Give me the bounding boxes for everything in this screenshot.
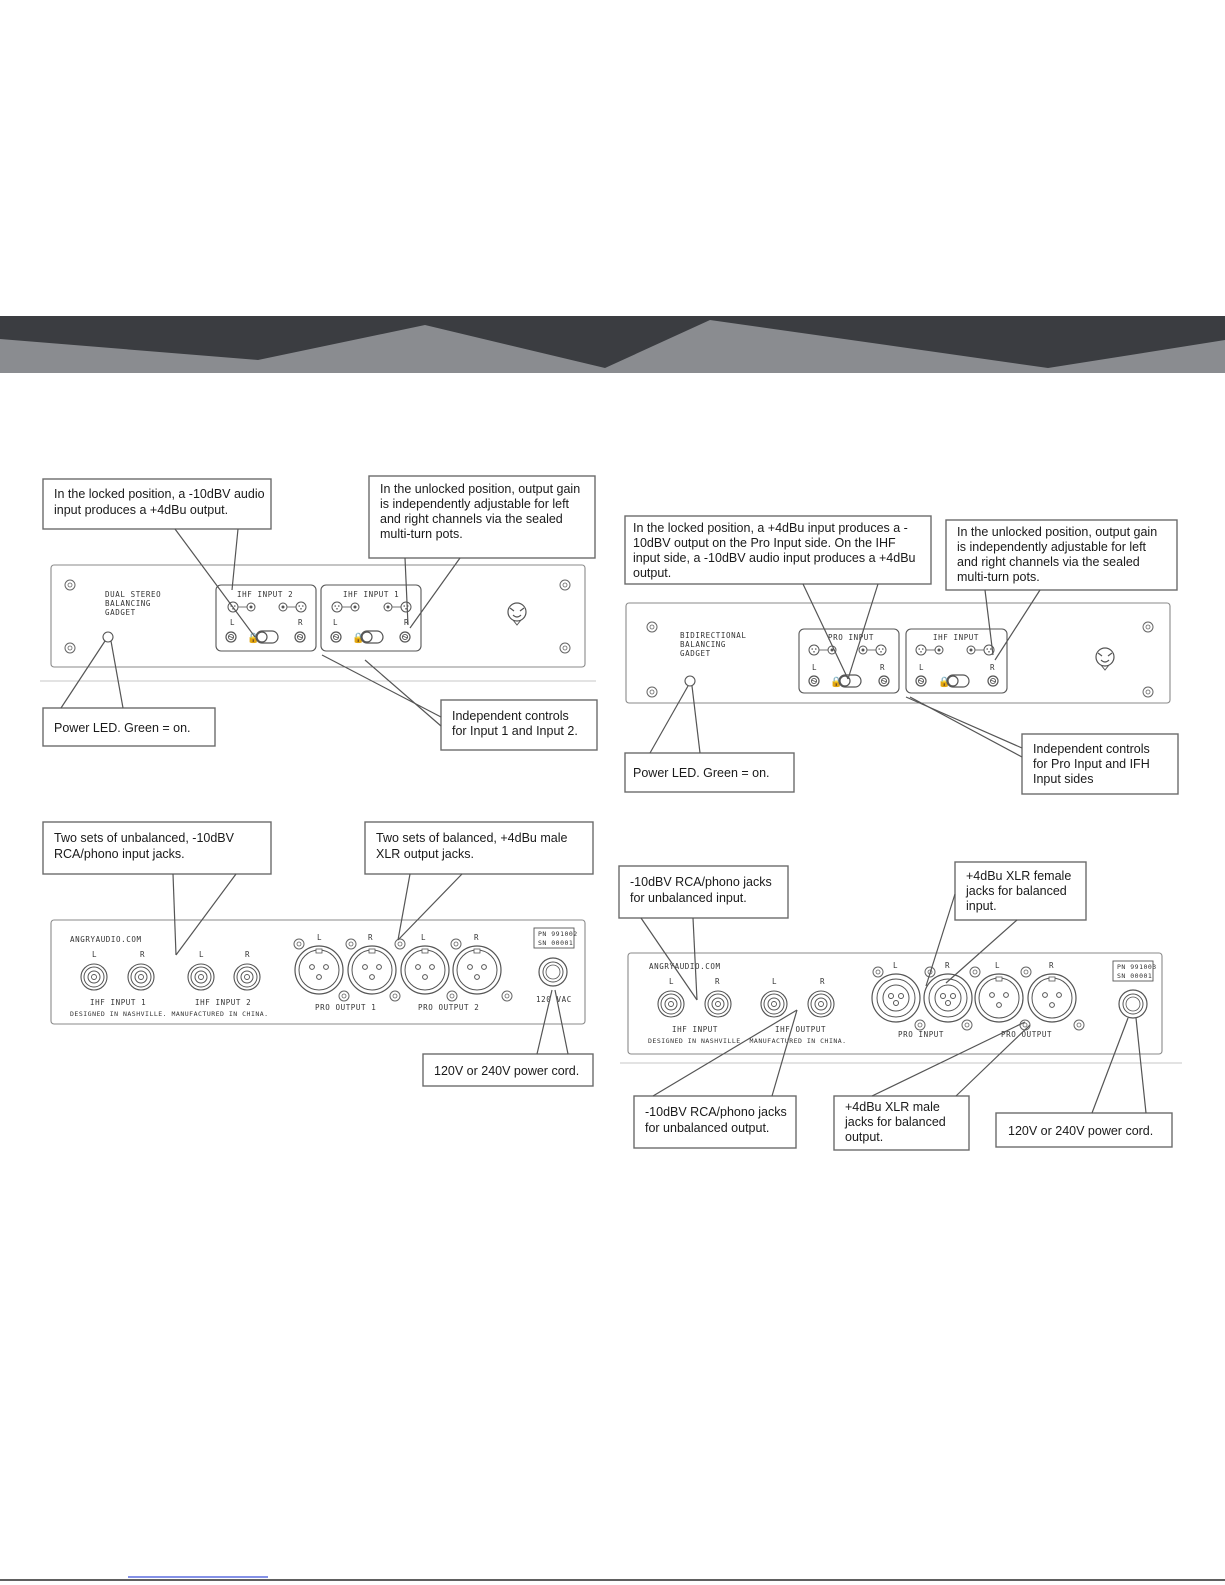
svg-text:Independent controls: Independent controls [1033, 742, 1150, 756]
panel-title-line3: GADGET [105, 608, 136, 617]
svg-text:XLR output jacks.: XLR output jacks. [376, 847, 474, 861]
svg-text:R: R [715, 977, 721, 986]
ihf-input-title: IHF INPUT [933, 633, 980, 642]
svg-text:SN 00001: SN 00001 [538, 939, 574, 947]
svg-text:-10dBV RCA/phono jacks: -10dBV RCA/phono jacks [630, 875, 772, 889]
svg-text:In the unlocked position, outp: In the unlocked position, output gain [380, 482, 581, 496]
svg-text:Independent controls: Independent controls [452, 709, 569, 723]
pro-output-label: PRO OUTPUT [1001, 1030, 1053, 1039]
ihf-input-label: IHF INPUT [672, 1025, 719, 1034]
svg-text:PN 991002: PN 991002 [538, 930, 578, 938]
svg-text:R: R [1049, 961, 1055, 970]
callout-controls-2 [906, 697, 1178, 794]
brand-label: ANGRYAUDIO.COM [649, 962, 721, 971]
svg-text:output.: output. [633, 566, 672, 580]
power-inlet-icon [1119, 990, 1147, 1018]
ch-right-label: R [880, 663, 886, 672]
svg-text:multi-turn pots.: multi-turn pots. [957, 570, 1040, 584]
svg-text:is independently adjustable fo: is independently adjustable for left [380, 497, 570, 511]
front-panel-dual-stereo [40, 565, 596, 681]
power-inlet-icon [539, 958, 567, 986]
panel-title-line1: DUAL STEREO [105, 590, 162, 599]
svg-text:R: R [945, 961, 951, 970]
svg-text:+4dBu XLR male: +4dBu XLR male [845, 1100, 940, 1114]
svg-text:output.: output. [845, 1130, 884, 1144]
voltage-label: 120 VAC [536, 995, 572, 1004]
svg-text:and right channels via the sea: and right channels via the sealed [957, 555, 1140, 569]
brand-label: ANGRYAUDIO.COM [70, 935, 142, 944]
svg-text:R: R [140, 950, 146, 959]
svg-text:L: L [772, 977, 778, 986]
ch-right-label: R [990, 663, 996, 672]
svg-text:L: L [199, 950, 205, 959]
svg-text:Power LED. Green = on.: Power LED. Green = on. [54, 721, 191, 735]
svg-text:is independently adjustable fo: is independently adjustable for left [957, 540, 1147, 554]
svg-text:L: L [317, 933, 323, 942]
svg-text:for unbalanced input.: for unbalanced input. [630, 891, 747, 905]
header-band [0, 316, 1225, 373]
ihf-input-2-label: IHF INPUT 2 [195, 998, 252, 1007]
svg-text:input produces a +4dBu output.: input produces a +4dBu output. [54, 503, 229, 517]
svg-text:L: L [421, 933, 427, 942]
svg-text:input side, a -10dBV audio inp: input side, a -10dBV audio input produces a +4dBu [633, 551, 916, 565]
svg-text:multi-turn pots.: multi-turn pots. [380, 527, 463, 541]
svg-text:L: L [669, 977, 675, 986]
power-led [103, 632, 113, 642]
svg-text:Two sets of unbalanced, -10dBV: Two sets of unbalanced, -10dBV [54, 831, 234, 845]
svg-text:120V or 240V power cord.: 120V or 240V power cord. [434, 1064, 580, 1078]
ch-left-label: L [333, 618, 339, 627]
pro-output-1-label: PRO OUTPUT 1 [315, 1003, 377, 1012]
svg-text:Two sets of balanced, +4dBu ma: Two sets of balanced, +4dBu male [376, 831, 568, 845]
pro-input-title: PRO INPUT [828, 633, 875, 642]
ch-left-label: L [919, 663, 925, 672]
ihf-input-2-title: IHF INPUT 2 [237, 590, 294, 599]
rear-panel-dual-stereo [51, 920, 585, 1024]
svg-text:for unbalanced output.: for unbalanced output. [645, 1121, 770, 1135]
svg-text:SN 00001: SN 00001 [1117, 972, 1153, 980]
ch-right-label: R [404, 618, 410, 627]
svg-text:and right channels via the sea: and right channels via the sealed [380, 512, 563, 526]
svg-text:R: R [368, 933, 374, 942]
power-led [685, 676, 695, 686]
svg-text:jacks for balanced: jacks for balanced [966, 884, 1067, 898]
svg-text:120V or 240V power cord.: 120V or 240V power cord. [1008, 1124, 1154, 1138]
svg-text:R: R [820, 977, 826, 986]
svg-text:10dBV output on the Pro Input: 10dBV output on the Pro Input side. On the IHF [633, 536, 896, 550]
svg-text:for Pro Input and IFH: for Pro Input and IFH [1033, 757, 1150, 771]
svg-text:In the locked position, a -10d: In the locked position, a -10dBV audio [54, 487, 265, 501]
made-in-label: DESIGNED IN NASHVILLE. MANUFACTURED IN CHINA. [70, 1010, 269, 1018]
svg-text:Input sides: Input sides [1033, 772, 1094, 786]
front-panel-bidirectional [626, 603, 1170, 703]
svg-text:L: L [995, 961, 1001, 970]
svg-text:L: L [92, 950, 98, 959]
ihf-output-label: IHF OUTPUT [775, 1025, 827, 1034]
svg-text:Power LED. Green = on.: Power LED. Green = on. [633, 766, 770, 780]
svg-text:In the unlocked position, outp: In the unlocked position, output gain [957, 525, 1158, 539]
svg-text:input.: input. [966, 899, 997, 913]
pro-input-label: PRO INPUT [898, 1030, 945, 1039]
svg-text:+4dBu XLR female: +4dBu XLR female [966, 869, 1072, 883]
svg-text:RCA/phono input jacks.: RCA/phono input jacks. [54, 847, 185, 861]
ihf-input-1-title: IHF INPUT 1 [343, 590, 400, 599]
made-in-label: DESIGNED IN NASHVILLE. MANUFACTURED IN CHINA. [648, 1037, 847, 1045]
ch-left-label: L [812, 663, 818, 672]
svg-text:jacks for balanced: jacks for balanced [845, 1115, 946, 1129]
svg-text:In the locked position, a +4dB: In the locked position, a +4dBu input produces a - [633, 521, 908, 535]
panel-title-line3: GADGET [680, 649, 711, 658]
svg-text:R: R [474, 933, 480, 942]
callout-controls-1 [322, 655, 597, 750]
rear-panel-bidirectional [620, 953, 1182, 1063]
svg-text:for Input 1 and Input 2.: for Input 1 and Input 2. [452, 724, 578, 738]
ch-left-label: L [230, 618, 236, 627]
svg-text:-10dBV RCA/phono jacks: -10dBV RCA/phono jacks [645, 1105, 787, 1119]
panel-title-line1: BIDIRECTIONAL [680, 631, 747, 640]
svg-text:PN 991003: PN 991003 [1117, 963, 1157, 971]
svg-text:L: L [893, 961, 899, 970]
svg-text:R: R [245, 950, 251, 959]
panel-title-line2: BALANCING [680, 640, 727, 649]
ihf-input-1-label: IHF INPUT 1 [90, 998, 147, 1007]
panel-title-line2: BALANCING [105, 599, 152, 608]
pro-output-2-label: PRO OUTPUT 2 [418, 1003, 480, 1012]
ch-right-label: R [298, 618, 304, 627]
